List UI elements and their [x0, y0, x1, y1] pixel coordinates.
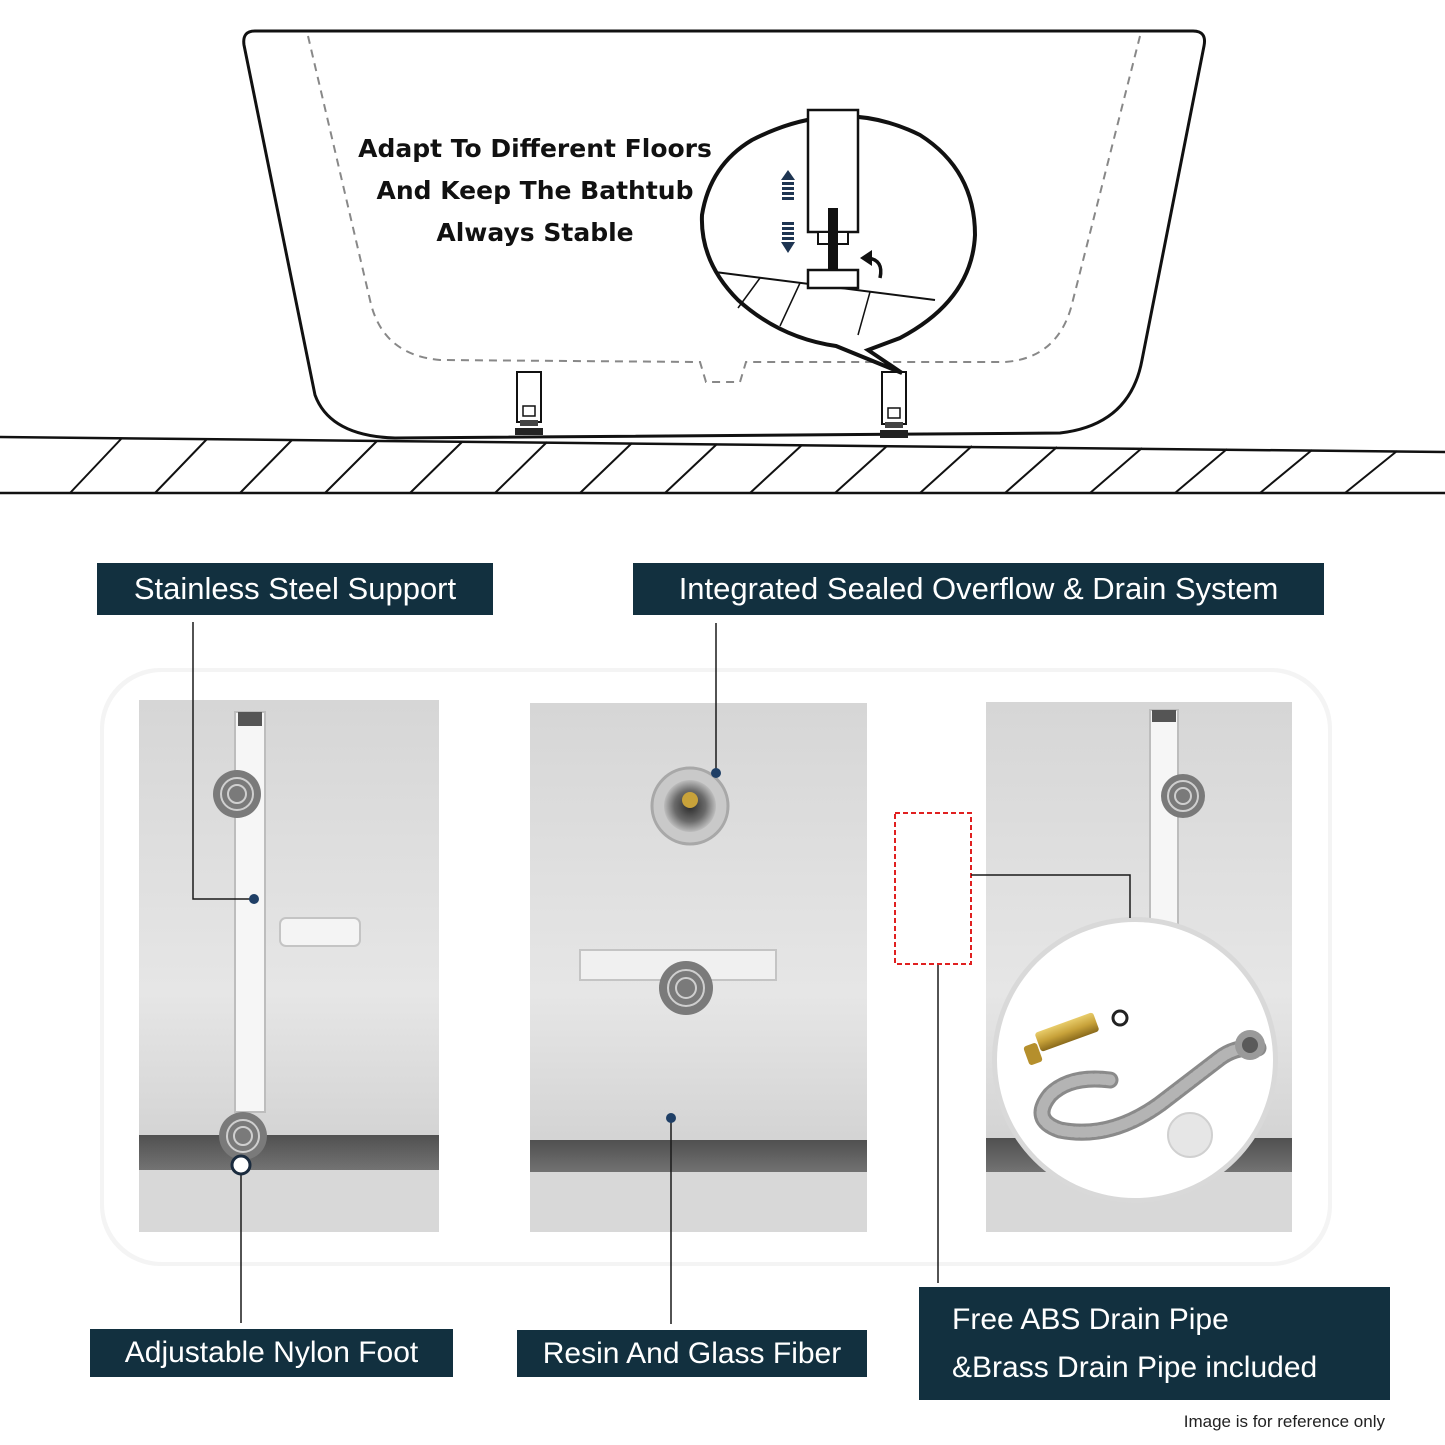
headline-line-1: Adapt To Different Floors [358, 134, 712, 163]
stainless-steel-support-label [97, 563, 493, 615]
resin-glass-fiber-label [517, 1330, 867, 1377]
stainless-steel-support-text: Stainless Steel Support [133, 571, 457, 606]
adjustable-nylon-foot-label [90, 1329, 453, 1377]
drain-kit-magnifier [992, 917, 1278, 1203]
overflow-callout-dot [711, 768, 721, 778]
foot-callout-marker [232, 1156, 250, 1174]
overflow-drain-system-text: Integrated Sealed Overflow & Drain System [678, 571, 1279, 606]
overflow-drain-system-label [633, 563, 1324, 615]
resin-glass-fiber-text: Resin And Glass Fiber [542, 1336, 842, 1370]
support-callout-dot [249, 894, 259, 904]
headline-line-2: And Keep The Bathtub [376, 176, 694, 205]
drain-pipe-text-line-1: Free ABS Drain Pipe [952, 1302, 1229, 1336]
stability-headline [330, 128, 740, 254]
drain-pipe-label [919, 1287, 1390, 1400]
adjustable-nylon-foot-text: Adjustable Nylon Foot [124, 1336, 419, 1369]
reference-disclaimer: Image is for reference only [1183, 1412, 1385, 1431]
headline-line-3: Always Stable [436, 218, 634, 247]
drain-pipe-text-line-2: &Brass Drain Pipe included [952, 1350, 1318, 1384]
resin-callout-dot [666, 1113, 676, 1123]
floor [0, 437, 1445, 493]
